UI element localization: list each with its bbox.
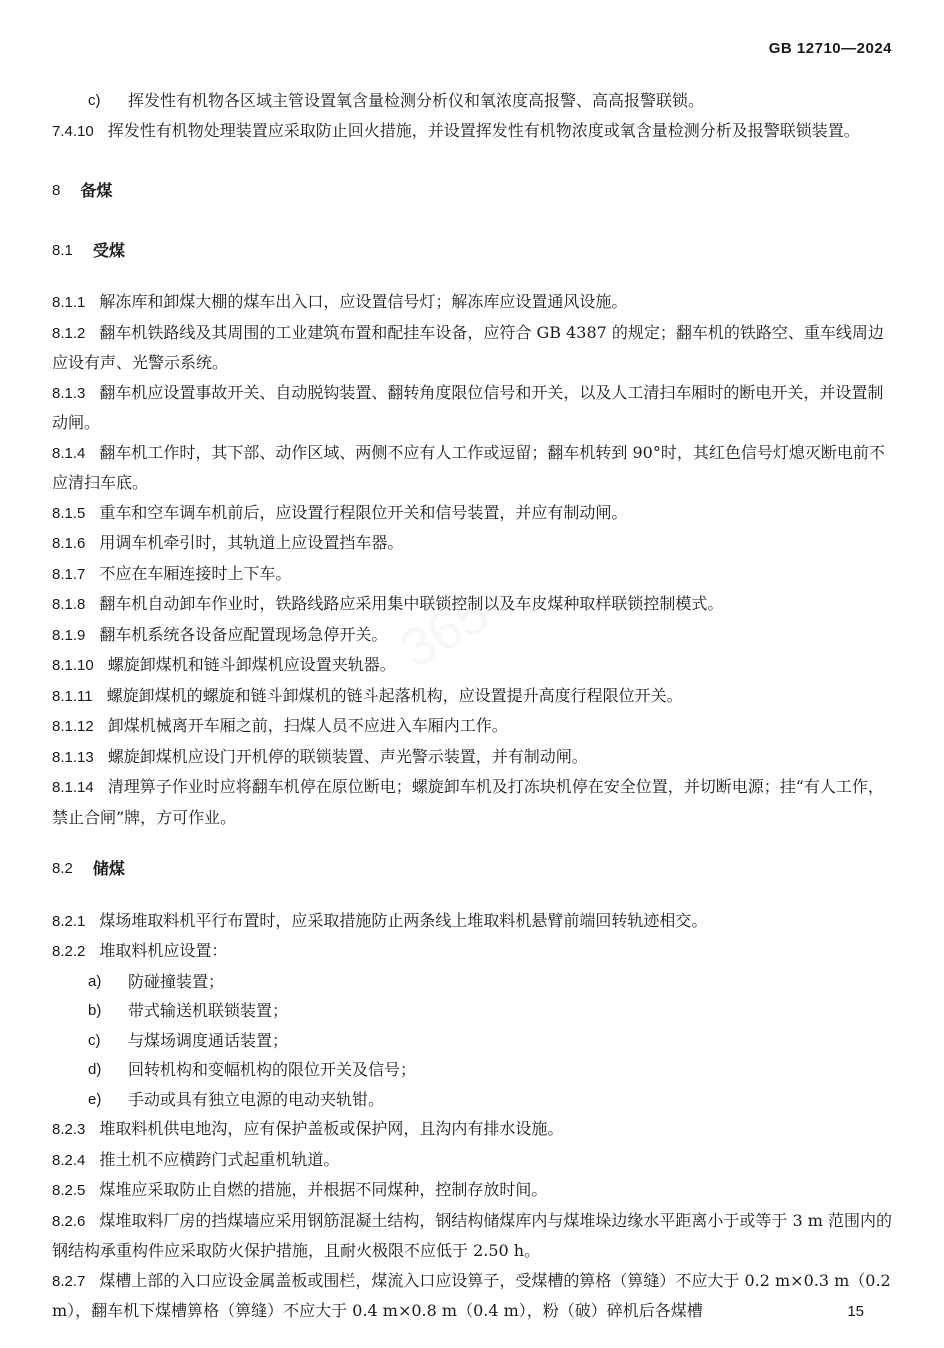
clauses-8-2-rest [52, 1114, 892, 1326]
clause [52, 589, 892, 620]
clause [52, 378, 892, 438]
clause [52, 1266, 892, 1326]
clause [52, 498, 892, 529]
clause [52, 287, 892, 318]
clause-text: 翻车机工作时，其下部、动作区域、两侧不应有人工作或逗留；翻车机转到 90°时，其红色信号灯熄灭断电前不应清扫车底。 [52, 442, 885, 492]
clause-number: 8.1.1 [52, 294, 86, 311]
clause-text: 推土机不应横跨门式起重机轨道。 [99, 1149, 340, 1169]
clause [52, 528, 892, 559]
clause-number: 8.1.11 [52, 687, 93, 705]
clause-text: 煤槽上部的入口应设金属盖板或围栏，煤流入口应设箅子，受煤槽的箅格（箅缝）不应大于 0.2 m×0.3 m（0.2 m），翻车机下煤槽箅格（箅缝）不应大于 0.4 m×0.8 m（0.4 m），粉（破）碎机后各煤槽 [52, 1270, 891, 1320]
clause-text: 用调车机牵引时，其轨道上应设置挡车器。 [99, 533, 404, 552]
clause-number: 8.1.6 [52, 535, 86, 552]
clause [52, 1145, 892, 1176]
list-text: 防碰撞装置； [128, 971, 225, 991]
clause-number: 8.1.12 [52, 718, 94, 735]
list-item [52, 1085, 892, 1115]
clause-number: 7.4.10 [52, 122, 94, 140]
clause-number: 8.2.4 [52, 1151, 86, 1169]
section-number: 8 [52, 182, 61, 199]
clause [52, 681, 892, 712]
list-text: 回转机构和变幅机构的限位开关及信号； [128, 1060, 417, 1079]
clause-number: 8.1.8 [52, 596, 86, 613]
clause-text: 堆取料机供电地沟，应有保护盖板或保护网，且沟内有排水设施。 [99, 1119, 564, 1138]
clause-number: 8.2.2 [52, 943, 86, 960]
clause-number: 8.2.3 [52, 1121, 86, 1138]
list-text: 手动或具有独立电源的电动夹轨钳。 [128, 1089, 385, 1109]
clause-text: 螺旋卸煤机的螺旋和链斗卸煤机的链斗起落机构，应设置提升高度行程限位开关。 [106, 685, 683, 705]
clause-8-2-1 [52, 906, 892, 937]
section-title: 备煤 [80, 181, 113, 200]
clause [52, 772, 892, 832]
clause-text: 螺旋卸煤机应设门开机停的联锁装置、声光警示装置，并有制动闸。 [107, 746, 588, 766]
clause-number: 8.1.14 [52, 779, 94, 796]
section-heading-8 [52, 176, 892, 206]
clause-number: 8.1.10 [52, 657, 94, 674]
list-item [52, 1055, 892, 1085]
clause-number: 8.2.6 [52, 1212, 86, 1230]
clause-text: 翻车机应设置事故开关、自动脱钩装置、翻转角度限位信号和开关，以及人工清扫车厢时的断电开关，并设置制动闸。 [52, 382, 884, 432]
clause-number: 8.1.4 [52, 444, 86, 462]
list-text: 带式输送机联锁装置； [128, 1001, 289, 1020]
list-8-2-2 [52, 967, 892, 1115]
list-marker: b) [88, 1002, 102, 1019]
clause [52, 650, 892, 681]
clause-7-4-10 [52, 116, 892, 147]
clause-text: 不应在车厢连接时上下车。 [99, 563, 292, 583]
clause-number: 8.1.3 [52, 384, 86, 402]
clauses-8-1 [52, 287, 892, 832]
section-heading-8-2 [52, 854, 892, 884]
clause-text: 挥发性有机物处理装置应采取防止回火措施，并设置挥发性有机物浓度或氧含量检测分析及报警联锁装置。 [107, 120, 860, 140]
list-text: 与煤场调度通话装置； [128, 1030, 289, 1050]
clause [52, 711, 892, 742]
clause-number: 8.1.9 [52, 626, 86, 644]
document-body [52, 86, 892, 1326]
clause [52, 1206, 892, 1266]
list-item [52, 967, 892, 997]
list-marker: a) [88, 972, 102, 990]
clause [52, 620, 892, 651]
list-text: 挥发性有机物各区域主管设置氧含量检测分析仪和氧浓度高报警、高高报警联锁。 [128, 91, 705, 110]
section-title: 受煤 [92, 240, 125, 260]
clause-text: 煤场堆取料机平行布置时，应采取措施防止两条线上堆取料机悬臂前端回转轨迹相交。 [99, 910, 708, 930]
clause-number: 8.1.2 [52, 324, 86, 342]
clause-number: 8.2.1 [52, 912, 86, 930]
list-marker: c) [88, 92, 101, 109]
clause-text: 煤堆应采取防止自燃的措施，并根据不同煤种，控制存放时间。 [99, 1180, 548, 1199]
list-marker: e) [88, 1090, 102, 1108]
clause-number: 8.1.13 [52, 748, 94, 766]
clause-text: 螺旋卸煤机和链斗卸煤机应设置夹轨器。 [107, 655, 396, 674]
section-number: 8.2 [52, 860, 73, 877]
list-item [52, 86, 892, 116]
clause-text: 解冻库和卸煤大棚的煤车出入口，应设置信号灯；解冻库应设置通风设施。 [99, 292, 628, 311]
clause-text: 卸煤机械离开车厢之前，扫煤人员不应进入车厢内工作。 [107, 716, 508, 735]
list-marker: d) [88, 1061, 102, 1078]
clause-text: 堆取料机应设置： [99, 941, 228, 960]
section-number: 8.1 [52, 241, 73, 259]
section-title: 储煤 [92, 859, 125, 878]
clause-number: 8.1.7 [52, 565, 86, 583]
clause-text: 重车和空车调车机前后，应设置行程限位开关和信号装置，并应有制动闸。 [99, 502, 628, 522]
list-item [52, 996, 892, 1026]
clause [52, 318, 892, 378]
clause-number: 8.2.5 [52, 1182, 86, 1199]
clause-text: 煤堆取料厂房的挡煤墙应采用钢筋混凝土结构，钢结构储煤库内与煤堆垛边缘水平距离小于或等于 3 m 范围内的钢结构承重构件应采取防火保护措施，且耐火极限不应低于 2.50 h。 [52, 1210, 892, 1260]
clause-8-2-2 [52, 936, 892, 967]
clause-text: 翻车机铁路线及其周围的工业建筑布置和配挂车设备，应符合 GB 4387 的规定；翻车机的铁路空、重车线周边应设有声、光警示系统。 [52, 322, 884, 372]
watermark: 365 [391, 582, 500, 680]
clause-number: 8.1.5 [52, 504, 86, 522]
clause [52, 1175, 892, 1206]
section-heading-8-1 [52, 236, 892, 266]
clause-text: 翻车机自动卸车作业时，铁路线路应采用集中联锁控制以及车皮煤种取样联锁控制模式。 [99, 594, 724, 613]
clause [52, 742, 892, 773]
clause [52, 559, 892, 590]
standard-number: GB 12710—2024 [768, 40, 892, 57]
list-item [52, 1026, 892, 1056]
clause-number: 8.2.7 [52, 1272, 86, 1290]
clause [52, 438, 892, 498]
clause-text: 翻车机系统各设备应配置现场急停开关。 [99, 624, 388, 644]
clause-text: 清理箅子作业时应将翻车机停在原位断电；螺旋卸车机及打冻块机停在安全位置，并切断电源；挂“有人工作，禁止合闸”牌，方可作业。 [52, 777, 884, 827]
page-number: 15 [847, 1303, 864, 1320]
clause [52, 1114, 892, 1145]
list-marker: c) [88, 1031, 101, 1049]
